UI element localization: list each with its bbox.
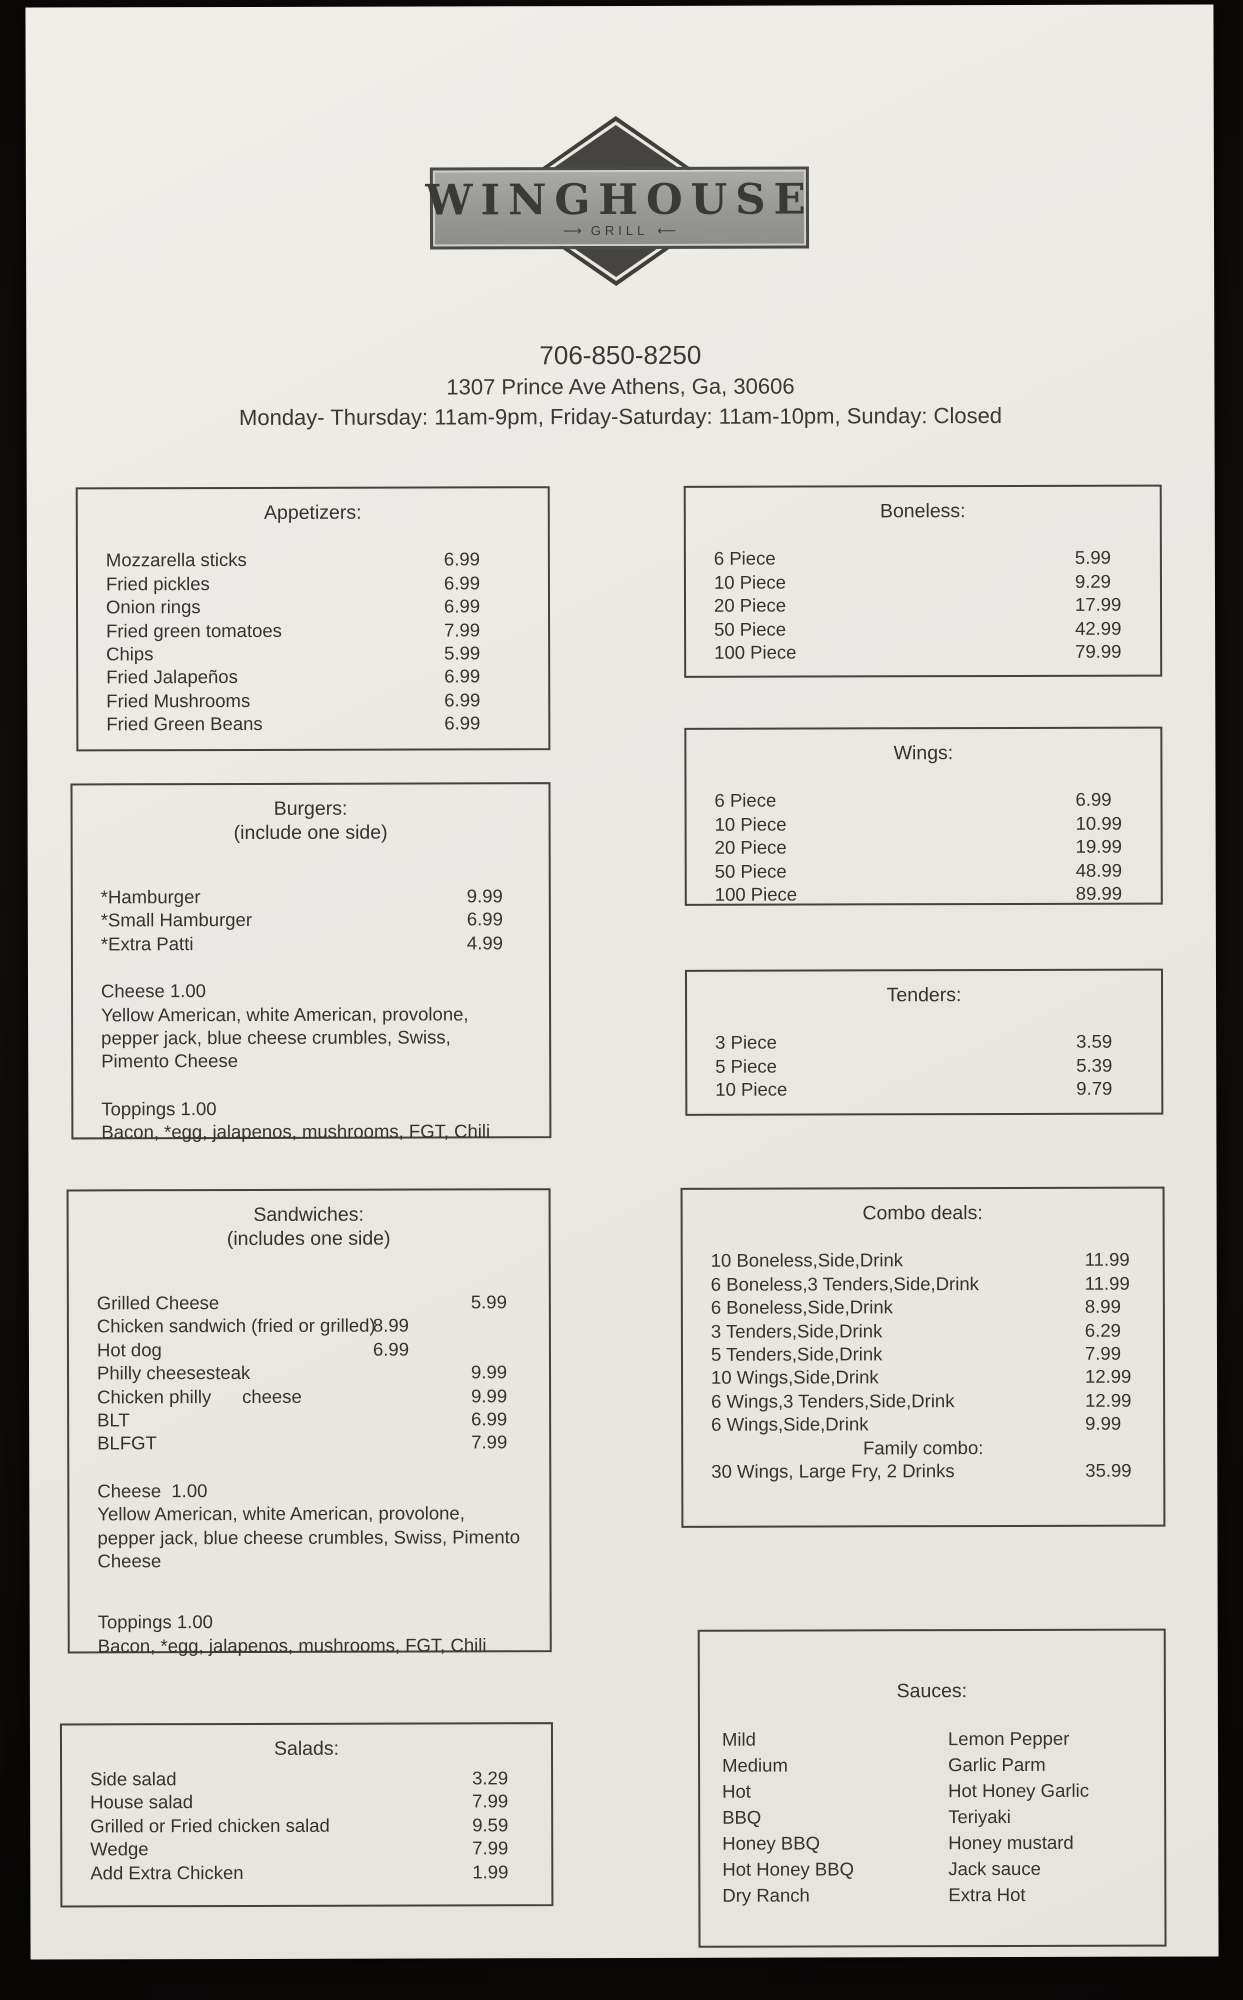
item-price: 10.99 xyxy=(1075,812,1122,834)
item-name: 10 Wings,Side,Drink xyxy=(711,1366,879,1389)
item-price: 6.99 xyxy=(471,1408,508,1430)
item-name: 5 Tenders,Side,Drink xyxy=(710,1343,883,1365)
note-text: Toppings 1.00 xyxy=(97,1611,213,1633)
menu-item-row xyxy=(97,1360,521,1385)
item-name: Grilled or Fried chicken salad xyxy=(90,1814,330,1837)
section-wings xyxy=(684,727,1162,906)
menu-item-row xyxy=(715,835,1133,859)
address: 1307 Prince Ave Athens, Ga, 30606 xyxy=(446,373,795,400)
menu-item-row xyxy=(711,1248,1135,1273)
sauce-row xyxy=(721,1726,1136,1753)
item-price: 9.99 xyxy=(1085,1412,1122,1434)
spacer xyxy=(715,1007,1133,1031)
spacer xyxy=(101,954,521,979)
item-name: Wedge xyxy=(90,1838,149,1860)
menu-item-row xyxy=(711,1412,1135,1437)
sauce-name: Hot xyxy=(722,1781,751,1803)
menu-item-row xyxy=(714,593,1132,617)
sauce-name: Mild xyxy=(721,1729,756,1751)
item-price: 9.99 xyxy=(466,885,503,907)
item-name: 10 Piece xyxy=(715,1078,788,1100)
item-name: 50 Piece xyxy=(714,618,787,640)
item-name: 10 Piece xyxy=(713,571,786,593)
item-price: 35.99 xyxy=(1085,1459,1132,1481)
item-name: 100 Piece xyxy=(714,641,797,663)
logo-tagline-text: GRILL xyxy=(590,222,649,239)
item-name: Grilled Cheese xyxy=(96,1292,220,1314)
note-text: Toppings 1.00 xyxy=(101,1097,217,1120)
spacer xyxy=(97,1454,521,1479)
sauce-name: Honey BBQ xyxy=(722,1832,820,1855)
menu-item-row xyxy=(715,858,1133,882)
spacer xyxy=(106,524,520,548)
item-price: 9.59 xyxy=(472,1814,509,1836)
menu-item-row xyxy=(711,1459,1135,1484)
item-price: 8.99 xyxy=(1084,1295,1121,1317)
item-name: Fried pickles xyxy=(105,572,210,595)
item-price: 9.79 xyxy=(1076,1077,1113,1099)
menu-item-row xyxy=(711,1318,1135,1343)
item-name: Chicken philly cheese xyxy=(97,1385,302,1407)
sauce-name: Extra Hot xyxy=(948,1884,1026,1906)
arrow-right-icon: ⟶ xyxy=(563,222,582,238)
menu-item-row xyxy=(90,1766,523,1791)
spacer xyxy=(98,1572,522,1611)
item-price: 12.99 xyxy=(1085,1389,1132,1411)
note-text: Bacon, *egg, jalapenos, mushrooms, FGT, Chili xyxy=(101,1120,491,1143)
item-price: 11.99 xyxy=(1084,1249,1130,1271)
section-sauces xyxy=(698,1629,1167,1948)
item-name: Mozzarella sticks xyxy=(105,549,247,571)
section-combo-deals xyxy=(681,1187,1166,1528)
item-name: 5 Piece xyxy=(715,1055,777,1077)
section-title: Wings: xyxy=(893,742,954,765)
item-price: 6.99 xyxy=(444,665,481,687)
sauce-row xyxy=(722,1778,1136,1805)
menu-item-row xyxy=(106,594,520,618)
sauce-row xyxy=(722,1882,1136,1909)
menu-item-row xyxy=(714,616,1132,640)
contact-block xyxy=(26,336,1214,433)
item-price: 7.99 xyxy=(444,618,481,641)
item-price: 6.99 xyxy=(466,908,503,930)
item-price: 9.29 xyxy=(1074,570,1111,592)
section-title: Boneless: xyxy=(879,500,966,523)
item-name: 3 Tenders,Side,Drink xyxy=(710,1319,883,1342)
menu-item-row xyxy=(106,548,520,572)
menu-item-row xyxy=(90,1836,523,1861)
section-salads xyxy=(60,1722,553,1907)
spacer xyxy=(728,1643,1136,1680)
sauce-name: Medium xyxy=(722,1754,788,1777)
section-boneless xyxy=(684,485,1163,678)
menu-paper xyxy=(25,4,1218,1959)
item-name: Add Extra Chicken xyxy=(90,1861,244,1883)
item-price: 6.99 xyxy=(443,548,480,570)
menu-item-row xyxy=(714,546,1132,570)
menu-item-row xyxy=(97,1337,521,1362)
item-name: Chips xyxy=(106,643,154,665)
spacer xyxy=(714,523,1132,547)
item-price: 5.99 xyxy=(470,1291,507,1313)
item-name: Fried Mushrooms xyxy=(106,689,251,712)
item-name: 10 Piece xyxy=(714,813,787,835)
item-price: 5.99 xyxy=(444,642,481,664)
menu-item-row xyxy=(106,618,520,642)
sauce-name: Garlic Parm xyxy=(948,1754,1046,1776)
item-name: Onion rings xyxy=(105,596,201,618)
item-price: 3.29 xyxy=(472,1767,509,1789)
sauce-row xyxy=(722,1856,1136,1883)
menu-item-row xyxy=(715,811,1133,835)
sauce-name: BBQ xyxy=(722,1807,762,1829)
section-title: Burgers: xyxy=(273,797,348,820)
item-name: Fried green tomatoes xyxy=(106,619,282,641)
menu-item-row xyxy=(97,1314,521,1339)
item-name: Fried Jalapeños xyxy=(106,666,238,688)
item-price: 6.99 xyxy=(444,712,481,734)
item-price: 6.99 xyxy=(444,689,481,711)
menu-item-row xyxy=(106,711,520,735)
section-sandwiches xyxy=(67,1188,552,1657)
item-price: 9.99 xyxy=(470,1361,508,1383)
menu-item-row xyxy=(715,882,1133,906)
sauce-name: Teriyaki xyxy=(948,1806,1011,1828)
item-price: 7.99 xyxy=(471,1431,508,1453)
logo-tagline xyxy=(563,222,676,238)
sauce-row xyxy=(722,1830,1136,1857)
section-tenders xyxy=(685,969,1163,1116)
item-name: *Hamburger xyxy=(100,886,201,908)
menu-item-row xyxy=(97,1431,521,1456)
item-price: 5.99 xyxy=(1074,547,1111,569)
item-name: 6 Wings,Side,Drink xyxy=(711,1413,869,1435)
section-appetizers xyxy=(76,486,551,751)
sauce-row xyxy=(722,1804,1136,1831)
menu-item-row xyxy=(714,640,1132,664)
item-name: 6 Boneless,Side,Drink xyxy=(710,1296,893,1318)
menu-item-row xyxy=(90,1860,523,1885)
item-price: 6.99 xyxy=(1075,789,1112,811)
menu-item-row xyxy=(714,569,1132,593)
sauce-name: Honey mustard xyxy=(948,1832,1074,1854)
item-price: 4.99 xyxy=(466,932,503,954)
menu-item-row xyxy=(715,1077,1133,1101)
section-title: Tenders: xyxy=(886,984,962,1007)
menu-item-row xyxy=(101,931,521,955)
item-name: 20 Piece xyxy=(714,836,787,858)
item-price: 6.99 xyxy=(372,1338,410,1360)
item-name: 30 Wings, Large Fry, 2 Drinks xyxy=(711,1460,955,1482)
item-price: 11.99 xyxy=(1084,1272,1130,1294)
note-text: Yellow American, white American, provolone, pepper jack, blue cheese crumbles, Swiss, Pimento Cheese xyxy=(101,1002,474,1072)
menu-item-row xyxy=(101,908,521,932)
item-name: 6 Piece xyxy=(713,547,776,570)
sauce-name: Dry Ranch xyxy=(722,1884,810,1907)
sauce-row xyxy=(722,1752,1136,1779)
item-name: House salad xyxy=(90,1791,194,1813)
item-name: BLFGT xyxy=(97,1432,157,1454)
item-name: Fried Green Beans xyxy=(106,713,263,735)
menu-item-row xyxy=(90,1813,523,1838)
item-name: Hot dog xyxy=(96,1338,162,1361)
item-price: 7.99 xyxy=(1084,1342,1122,1364)
logo-banner xyxy=(425,167,814,250)
item-price: 89.99 xyxy=(1075,882,1123,904)
sauce-name: Hot Honey BBQ xyxy=(722,1858,854,1881)
note-text: Yellow American, white American, provolone, pepper jack, blue cheese crumbles, Swiss, Pimento Cheese xyxy=(97,1502,526,1572)
menu-item-row xyxy=(97,1384,521,1409)
menu-item-row xyxy=(715,1053,1133,1077)
item-name: *Small Hamburger xyxy=(100,909,253,931)
winghouse-logo xyxy=(25,4,1213,239)
menu-item-row xyxy=(711,1342,1135,1367)
item-name: 6 Boneless,3 Tenders,Side,Drink xyxy=(710,1272,979,1295)
item-name: 3 Piece xyxy=(715,1031,777,1054)
item-name: 100 Piece xyxy=(714,883,798,905)
spacer xyxy=(714,765,1132,789)
menu-item-row xyxy=(711,1365,1135,1390)
menu-item-row xyxy=(97,1290,521,1315)
item-name: *Extra Patti xyxy=(100,932,194,955)
section-title: Salads: xyxy=(273,1737,340,1760)
arrow-left-icon: ⟵ xyxy=(657,222,676,238)
spacer xyxy=(711,1225,1135,1250)
section-subtitle: (includes one side) xyxy=(226,1227,391,1251)
item-price: 6.99 xyxy=(443,572,480,594)
item-name: 20 Piece xyxy=(713,594,787,616)
menu-item-row xyxy=(97,1407,521,1432)
spacer xyxy=(101,844,521,885)
menu-item-row xyxy=(714,788,1132,812)
menu-item-row xyxy=(106,571,520,595)
phone-number: 706-850-8250 xyxy=(539,339,702,371)
menu-item-row xyxy=(711,1388,1135,1413)
section-title: Combo deals: xyxy=(862,1202,983,1225)
menu-item-row xyxy=(106,641,520,665)
section-burgers xyxy=(70,782,551,1143)
item-price: 79.99 xyxy=(1075,640,1122,662)
item-name: Side salad xyxy=(90,1768,177,1790)
menu-item-row xyxy=(711,1271,1135,1296)
logo-wordmark: WINGHOUSE xyxy=(425,173,814,225)
item-price: 19.99 xyxy=(1075,835,1122,857)
item-price: 9.99 xyxy=(471,1384,508,1406)
menu-item-row xyxy=(715,1030,1133,1054)
note-text: Bacon, *egg, jalapenos, mushrooms, FGT, Chili xyxy=(97,1634,487,1657)
item-name: 10 Boneless,Side,Drink xyxy=(710,1249,904,1272)
item-price: 17.99 xyxy=(1074,593,1122,615)
item-price: 42.99 xyxy=(1075,617,1122,639)
menu-item-row xyxy=(106,665,520,689)
spacer xyxy=(97,1250,521,1291)
section-title: Appetizers: xyxy=(263,501,362,524)
sauce-name: Lemon Pepper xyxy=(947,1728,1070,1750)
item-name: 50 Piece xyxy=(714,860,787,882)
menu-item-row xyxy=(90,1790,523,1815)
item-price: 7.99 xyxy=(472,1837,509,1859)
item-price: 48.99 xyxy=(1075,859,1123,881)
section-title: Sauces: xyxy=(896,1680,968,1703)
sauce-name: Jack sauce xyxy=(948,1858,1041,1880)
item-price: 3.59 xyxy=(1076,1031,1113,1053)
item-name: Chicken sandwich (fried or grilled) xyxy=(96,1315,376,1337)
spacer xyxy=(728,1703,1136,1727)
menu-item-row xyxy=(711,1295,1135,1320)
section-subtitle: (include one side) xyxy=(233,821,388,845)
item-price: 1.99 xyxy=(472,1860,509,1882)
item-price: 12.99 xyxy=(1085,1366,1132,1388)
item-price: 6.99 xyxy=(443,595,481,617)
sauce-name: Hot Honey Garlic xyxy=(948,1780,1090,1802)
spacer xyxy=(101,1072,521,1097)
note-text: Cheese 1.00 xyxy=(97,1479,208,1502)
item-price: 6.29 xyxy=(1084,1319,1121,1341)
menu-item-row xyxy=(106,688,520,712)
item-price: 7.99 xyxy=(472,1790,509,1812)
menu-item-row xyxy=(101,884,521,908)
item-name: 6 Piece xyxy=(714,789,777,812)
center-label: Family combo: xyxy=(863,1436,984,1458)
item-name: 6 Wings,3 Tenders,Side,Drink xyxy=(711,1389,955,1412)
note-text: Cheese 1.00 xyxy=(100,980,206,1002)
item-price: 8.99 xyxy=(372,1314,409,1337)
item-price: 5.39 xyxy=(1076,1054,1113,1076)
item-name: Philly cheesesteak xyxy=(96,1362,251,1384)
hours: Monday- Thursday: 11am-9pm, Friday-Saturday: 11am-10pm, Sunday: Closed xyxy=(238,403,1003,431)
section-title: Sandwiches: xyxy=(253,1203,364,1226)
item-name: BLT xyxy=(97,1409,130,1431)
